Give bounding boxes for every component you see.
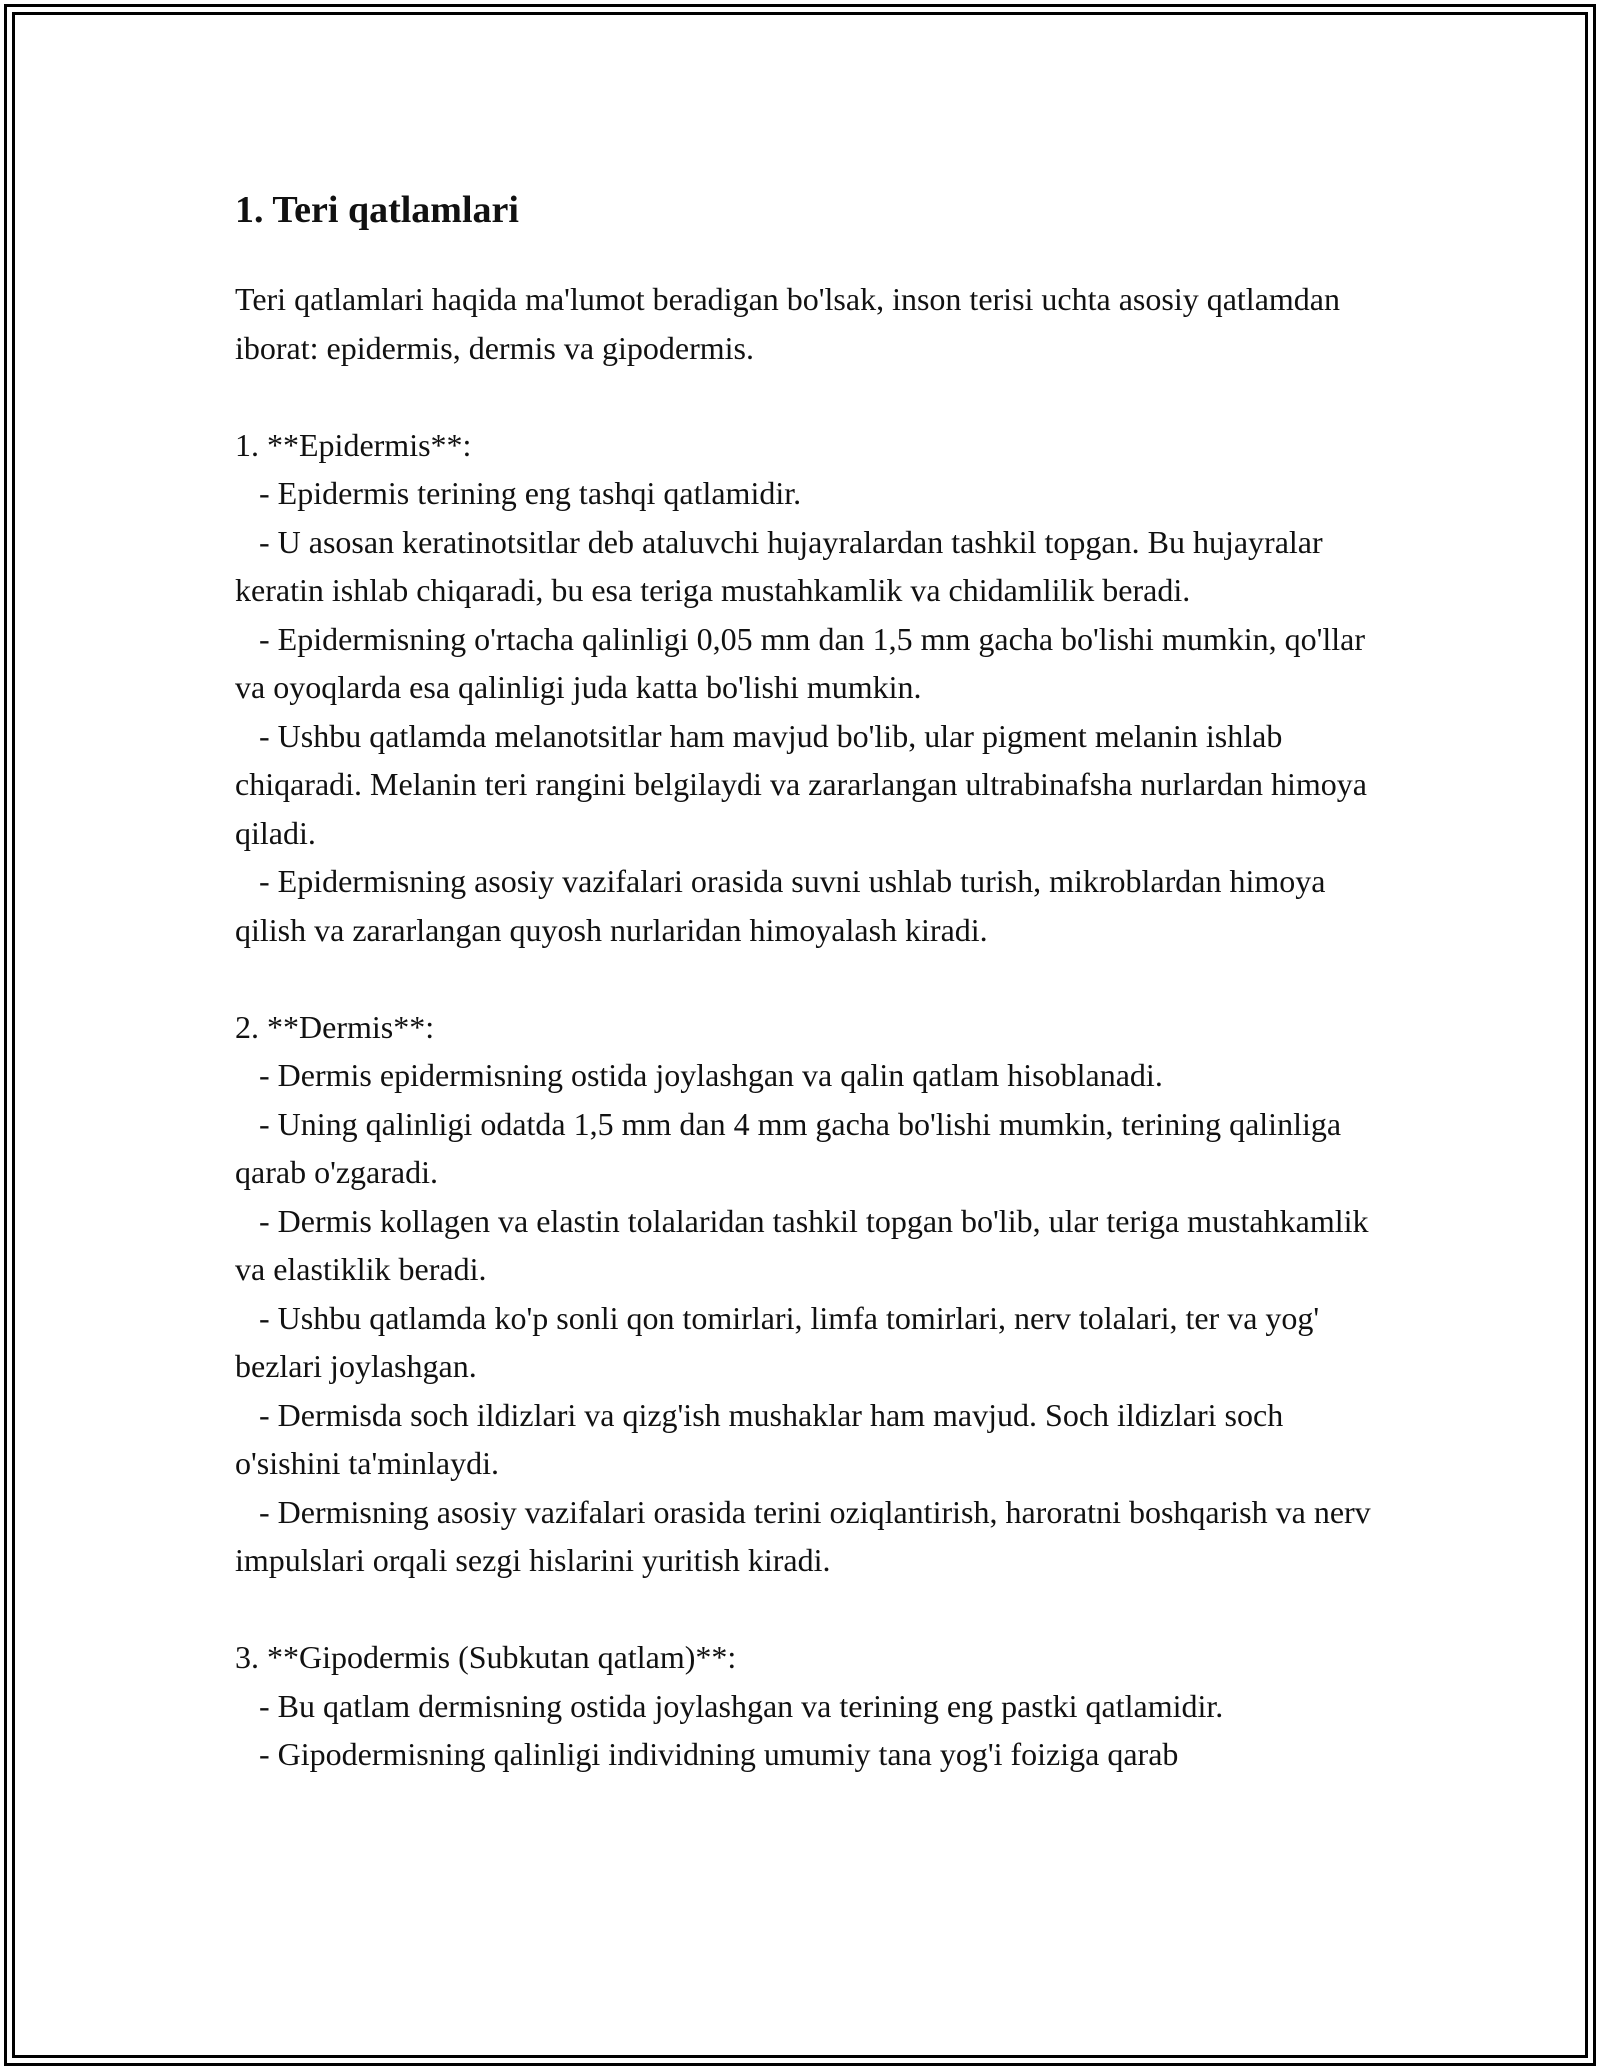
list-item: - Bu qatlam dermisning ostida joylashgan va terining eng pastki qatlamidir. bbox=[235, 1687, 1224, 1724]
document-body bbox=[235, 185, 1379, 1779]
list-item: - U asosan keratinotsitlar deb ataluvchi hujayralardan tashkil topgan. Bu hujayralar keratin ishlab chiqaradi, bu esa teriga mustahkamlik va chidamlilik beradi. bbox=[235, 523, 1331, 608]
spacer bbox=[235, 1585, 1375, 1634]
list-item: - Dermis kollagen va elastin tolalaridan tashkil topgan bo'lib, ular teriga mustahkamlik va elastiklik beradi. bbox=[235, 1202, 1377, 1287]
section-heading: 2. **Dermis**: bbox=[235, 1008, 435, 1045]
spacer bbox=[235, 954, 1375, 1003]
list-item: - Epidermisning o'rtacha qalinligi 0,05 mm dan 1,5 mm gacha bo'lishi mumkin, qo'llar va oyoqlarda esa qalinligi juda katta bo'lishi mumkin. bbox=[235, 620, 1373, 705]
section-epidermis bbox=[235, 421, 1375, 955]
spacer bbox=[235, 372, 1375, 421]
list-item: - Ushbu qatlamda melanotsitlar ham mavjud bo'lib, ular pigment melanin ishlab chiqaradi. Melanin teri rangini belgilaydi va zararlangan ultrabinafsha nurlardan himoya qiladi. bbox=[235, 717, 1375, 851]
section-gipodermis bbox=[235, 1633, 1375, 1779]
section-heading: 3. **Gipodermis (Subkutan qatlam)**: bbox=[235, 1639, 737, 1675]
list-item: - Dermisda soch ildizlari va qizg'ish mushaklar ham mavjud. Soch ildizlari soch o'sishini ta'minlaydi. bbox=[235, 1396, 1292, 1481]
intro-paragraph: Teri qatlamlari haqida ma'lumot beradigan bo'lsak, inson terisi uchta asosiy qatlamdan iborat: epidermis, dermis va gipodermis. bbox=[235, 281, 1348, 366]
list-item: - Epidermisning asosiy vazifalari orasida suvni ushlab turish, mikroblardan himoya qilish va zararlangan quyosh nurlaridan himoyalash kiradi. bbox=[235, 863, 1334, 948]
list-item: - Dermis epidermisning ostida joylashgan va qalin qatlam hisoblanadi. bbox=[235, 1057, 1163, 1093]
list-item: - Gipodermisning qalinligi individning umumiy tana yog'i foiziga qarab bbox=[235, 1736, 1179, 1772]
list-item: - Epidermis terining eng tashqi qatlamidir. bbox=[235, 475, 802, 511]
section-dermis bbox=[235, 1003, 1379, 1585]
list-item: - Dermisning asosiy vazifalari orasida terini oziqlantirish, haroratni boshqarish va nerv impulslari orqali sezgi hislarini yuritish kiradi. bbox=[235, 1493, 1379, 1578]
list-item: - Ushbu qatlamda ko'p sonli qon tomirlari, limfa tomirlari, nerv tolalari, ter va yog' bezlari joylashgan. bbox=[235, 1299, 1328, 1384]
section-heading: 1. **Epidermis**: bbox=[235, 426, 472, 463]
document-title: 1. Teri qatlamlari bbox=[235, 189, 519, 231]
list-item: - Uning qalinligi odatda 1,5 mm dan 4 mm gacha bo'lishi mumkin, terining qalinliga qarab o'zgaradi. bbox=[235, 1105, 1350, 1190]
